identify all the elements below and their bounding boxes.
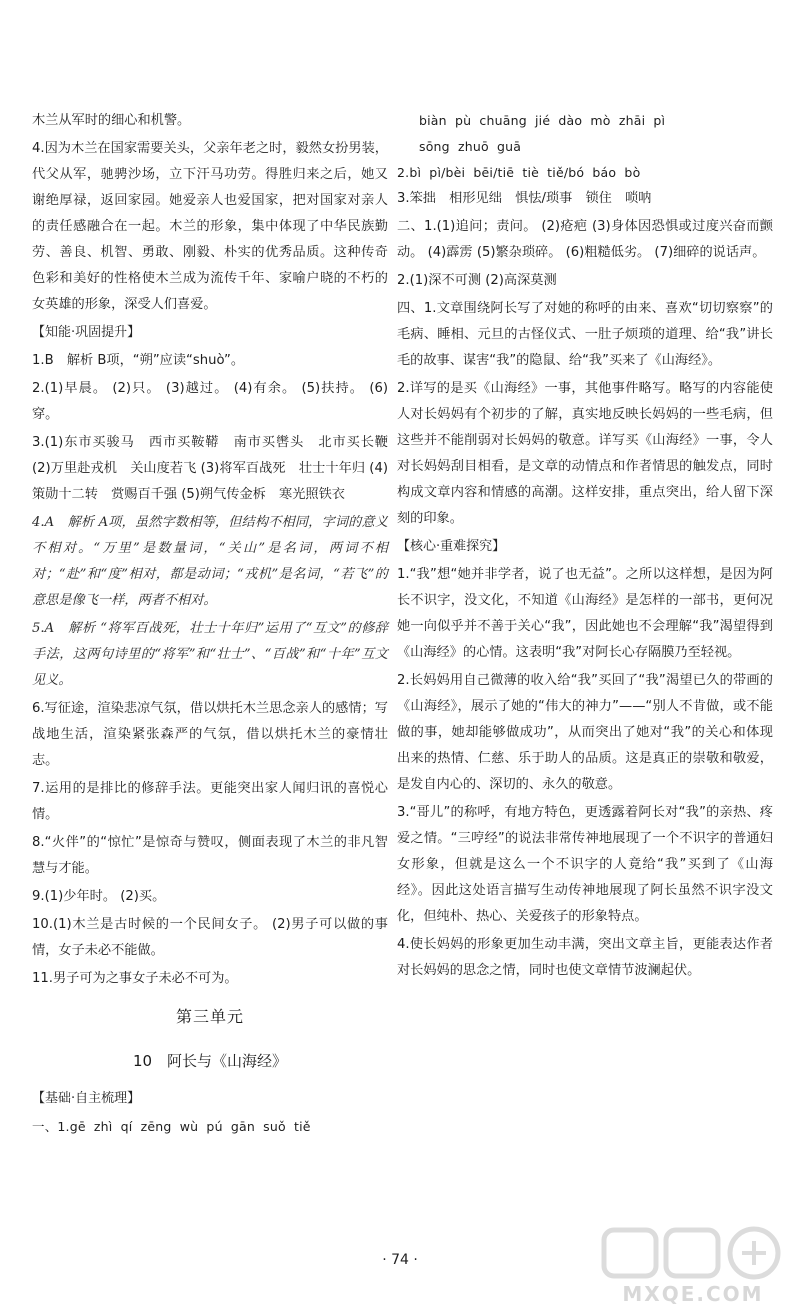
answer-item: 2.(1)深不可测 (2)高深莫测 bbox=[397, 273, 557, 288]
section-heading: 【基础·自主梳理】 bbox=[32, 1091, 141, 1106]
answer-item: 二、1.(1)追问；责问。 (2)疮疤 (3)身体因恐惧或过度兴奋而颤动。 (4)霹雳 (5)繁杂琐碎。 (6)粗糙低劣。 (7)细碎的说话声。 bbox=[397, 219, 773, 260]
answer-paragraph: 4.因为木兰在国家需要关头，父亲年老之时，毅然女扮男装，代父从军，驰骋沙场，立下汗马功劳。得胜归来之后，她又谢绝厚禄，返回家园。她爱亲人也爱国家，把对国家对亲人的责任感融合在一起。木兰的形象，集中体现了中华民族勤劳、善良、机智、勇敢、刚毅、朴实的优秀品质。这种传奇色彩和美好的性格使木兰成为流传千年、家喻户晓的不朽的女英雄的形象，深受人们喜爱。 bbox=[32, 141, 388, 312]
answer-item: 10.(1)木兰是古时候的一个民间女子。 (2)男子可以做的事情，女子未必不能做。 bbox=[32, 917, 388, 958]
answer-item: 2.bì pì/bèi bēi/tiē tiè tiě/bó báo bò bbox=[397, 165, 641, 180]
answer-item: 2.详写的是买《山海经》一事，其他事件略写。略写的内容能使人对长妈妈有个初步的了解，真实地反映长妈妈的一些毛病，但这些并不能削弱对长妈妈的敬意。详写买《山海经》一事，令人对长妈妈刮目相看，是文章的动情点和作者情思的触发点，同时构成文章内容和情感的高潮。这样安排，重点突出，给人留下深刻的印象。 bbox=[397, 381, 773, 526]
answer-item: 2.(1)早晨。 (2)只。 (3)越过。 (4)有余。 (5)扶持。 (6)穿。 bbox=[32, 381, 388, 422]
pinyin-line: sōng zhuō guā bbox=[419, 139, 522, 154]
answer-item: 4.使长妈妈的形象更加生动丰满，突出文章主旨，更能表达作者对长妈妈的思念之情，同时也使文章情节波澜起伏。 bbox=[397, 937, 773, 978]
unit-title: 第三单元 bbox=[175, 1007, 244, 1026]
watermark-site: MXQE.COM bbox=[622, 1282, 764, 1306]
watermark-emblem-icon bbox=[598, 1222, 788, 1284]
answer-item: 1.B 解析 B项，“朔”应读“shuò”。 bbox=[32, 353, 245, 368]
answer-item: 9.(1)少年时。 (2)买。 bbox=[32, 889, 166, 904]
lesson-title: 10 阿长与《山海经》 bbox=[132, 1052, 288, 1070]
answer-item: 5.A 解析 “将军百战死，壮士十年归”运用了“互文”的修辞手法，这两句诗里的“将军”和“壮士”、“百战”和“十年”互文见义。 bbox=[32, 621, 388, 688]
section-heading: 【知能·巩固提升】 bbox=[32, 325, 141, 340]
watermark-logo bbox=[598, 1222, 788, 1306]
answer-item: 6.写征途，渲染悲凉气氛，借以烘托木兰思念亲人的感情；写战地生活，渲染紧张森严的气氛，借以烘托木兰的豪情壮志。 bbox=[32, 701, 388, 768]
answer-item: 四、1.文章围绕阿长写了对她的称呼的由来、喜欢“切切察察”的毛病、睡相、元旦的古怪仪式、一肚子烦琐的道理、给“我”讲长毛的故事、谋害“我”的隐鼠、给“我”买来了《山海经》。 bbox=[397, 301, 773, 368]
answer-item: 4.A 解析 A项，虽然字数相等，但结构不相同，字词的意义不相对。“万里”是数量词，“关山”是名词，两词不相对；“赴”和“度”相对，都是动词；“戎机”是名词，“若飞”的意思是像飞一样，两者不相对。 bbox=[32, 515, 388, 608]
answer-item: 11.男子可为之事女子未必不可为。 bbox=[32, 971, 238, 986]
answer-item: 8.“火伴”的“惊忙”是惊奇与赞叹，侧面表现了木兰的非凡智慧与才能。 bbox=[32, 835, 388, 876]
answer-item: 7.运用的是排比的修辞手法。更能突出家人闻归讯的喜悦心情。 bbox=[32, 781, 388, 822]
page-number: · 74 · bbox=[382, 1252, 418, 1268]
right-column bbox=[397, 108, 773, 986]
left-column bbox=[32, 108, 388, 1140]
answer-item: 3.“哥儿”的称呼，有地方特色，更透露着阿长对“我”的亲热、疼爱之情。“三哼经”的说法非常传神地展现了一个不识字的普通妇女形象，但就是这么一个不识字的人竟给“我”买到了《山海经》。因此这处语言描写生动传神地展现了阿长虽然不识字没文化，但纯朴、热心、关爱孩子的形象特点。 bbox=[397, 805, 773, 924]
answer-item: 2.长妈妈用自己微薄的收入给“我”买回了“我”渴望已久的带画的《山海经》，展示了她的“伟大的神力”——“别人不肯做，或不能做的事，她却能够做成功”，从而突出了她对“我”的关心和体现出来的热情、仁慈、乐于助人的品质。这是真正的崇敬和敬爱，是发自内心的、深切的、永久的敬意。 bbox=[397, 673, 773, 792]
answer-item: 3.(1)东市买骏马 西市买鞍鞯 南市买辔头 北市买长鞭 (2)万里赴戎机 关山度若飞 (3)将军百战死 壮士十年归 (4)策勋十二转 赏赐百千强 (5)朔气传金柝 寒光照铁衣 bbox=[32, 435, 388, 502]
answer-item: 1.“我”想“她并非学者，说了也无益”。之所以这样想，是因为阿长不识字，没文化，不知道《山海经》是怎样的一部书，更何况她一向似乎并不善于关心“我”，因此她也不会理解“我”渴望得到《山海经》的心情。这表明“我”对阿长心存隔膜乃至轻视。 bbox=[397, 567, 773, 660]
pinyin-line: biàn pù chuāng jié dào mò zhāi pì bbox=[419, 113, 666, 128]
section-heading: 【核心·重难探究】 bbox=[397, 539, 506, 554]
pinyin-line: 一、1.gē zhì qí zēng wù pú gān suǒ tiě bbox=[32, 1119, 311, 1134]
answer-item: 3.笨拙 相形见绌 惧怯/琐事 锁住 唢呐 bbox=[397, 191, 652, 206]
answer-paragraph: 木兰从军时的细心和机警。 bbox=[32, 113, 191, 128]
